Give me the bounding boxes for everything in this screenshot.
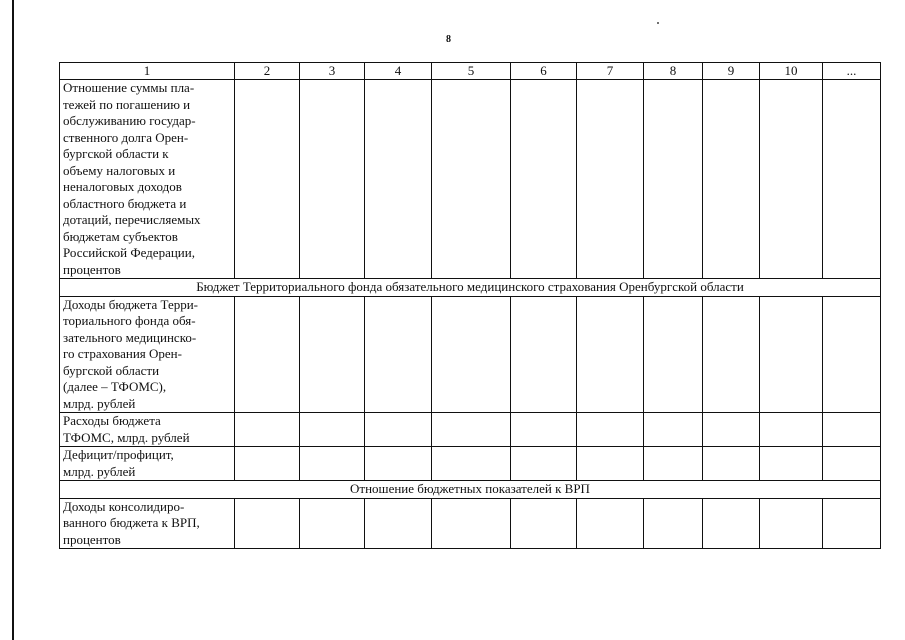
table-cell xyxy=(644,413,703,447)
table-cell xyxy=(823,413,881,447)
table-cell xyxy=(823,296,881,413)
table-cell xyxy=(300,80,365,279)
table-cell xyxy=(577,498,644,549)
table-cell xyxy=(760,447,823,481)
table-cell xyxy=(703,413,760,447)
table-cell xyxy=(703,447,760,481)
table-cell xyxy=(365,80,432,279)
table-cell xyxy=(432,80,511,279)
table-cell xyxy=(365,296,432,413)
table-row xyxy=(60,296,881,413)
table-cell xyxy=(365,498,432,549)
table-cell xyxy=(235,80,300,279)
table-row xyxy=(60,447,881,481)
row-label: Доходы бюджета Терри- ториального фонда обя- зательного медицинско- го страхования Орен- бургской области (далее – ТФОМС), млрд. рублей xyxy=(60,296,235,413)
table-row xyxy=(60,80,881,279)
table-cell xyxy=(511,413,577,447)
section-row xyxy=(60,481,881,499)
table-cell xyxy=(235,296,300,413)
column-header: 2 xyxy=(235,63,300,80)
table-cell xyxy=(823,447,881,481)
page-number: 8 xyxy=(446,34,451,45)
section-heading: Отношение бюджетных показателей к ВРП xyxy=(60,481,881,499)
table-cell xyxy=(703,498,760,549)
margin-rule xyxy=(12,0,14,640)
table-cell xyxy=(365,413,432,447)
table-cell xyxy=(235,447,300,481)
table-cell xyxy=(432,296,511,413)
table-cell xyxy=(760,296,823,413)
column-header: 5 xyxy=(432,63,511,80)
table-cell xyxy=(300,413,365,447)
column-header: 10 xyxy=(760,63,823,80)
table-cell xyxy=(577,413,644,447)
table-cell xyxy=(300,296,365,413)
table-row xyxy=(60,413,881,447)
column-header: 9 xyxy=(703,63,760,80)
table-cell xyxy=(644,296,703,413)
budget-indicators-table xyxy=(59,62,881,549)
table-cell xyxy=(235,498,300,549)
column-header: 8 xyxy=(644,63,703,80)
table-cell xyxy=(511,296,577,413)
table-cell xyxy=(511,498,577,549)
table-cell xyxy=(760,413,823,447)
table-cell xyxy=(577,80,644,279)
table-cell xyxy=(365,447,432,481)
column-header: ... xyxy=(823,63,881,80)
table-cell xyxy=(300,498,365,549)
table-cell xyxy=(300,447,365,481)
table-cell xyxy=(432,413,511,447)
section-heading: Бюджет Территориального фонда обязательного медицинского страхования Оренбургской области xyxy=(60,279,881,297)
row-label: Доходы консолидиро- ванного бюджета к ВРП, процентов xyxy=(60,498,235,549)
column-header: 3 xyxy=(300,63,365,80)
table-cell xyxy=(823,498,881,549)
table-cell xyxy=(235,413,300,447)
table-cell xyxy=(760,498,823,549)
table-cell xyxy=(703,296,760,413)
table-cell xyxy=(703,80,760,279)
table-cell xyxy=(511,80,577,279)
row-label: Расходы бюджета ТФОМС, млрд. рублей xyxy=(60,413,235,447)
table-cell xyxy=(577,296,644,413)
scan-speck xyxy=(657,22,659,24)
table-cell xyxy=(511,447,577,481)
table-cell xyxy=(644,80,703,279)
row-label: Отношение суммы пла- тежей по погашению и обслуживанию государ- ственного долга Орен- бургской области к объему налоговых и неналоговых доходов областного бюджета и дотаций, перечисляемых бюджетам субъектов Российской Федерации, процентов xyxy=(60,80,235,279)
column-header: 6 xyxy=(511,63,577,80)
table-cell xyxy=(432,447,511,481)
table-cell xyxy=(577,447,644,481)
table-cell xyxy=(644,498,703,549)
table-cell xyxy=(644,447,703,481)
table-row xyxy=(60,498,881,549)
section-row xyxy=(60,279,881,297)
column-header: 7 xyxy=(577,63,644,80)
table-cell xyxy=(823,80,881,279)
row-label: Дефицит/профицит, млрд. рублей xyxy=(60,447,235,481)
table-cell xyxy=(760,80,823,279)
column-header: 1 xyxy=(60,63,235,80)
table-cell xyxy=(432,498,511,549)
column-header: 4 xyxy=(365,63,432,80)
header-row xyxy=(60,63,881,80)
